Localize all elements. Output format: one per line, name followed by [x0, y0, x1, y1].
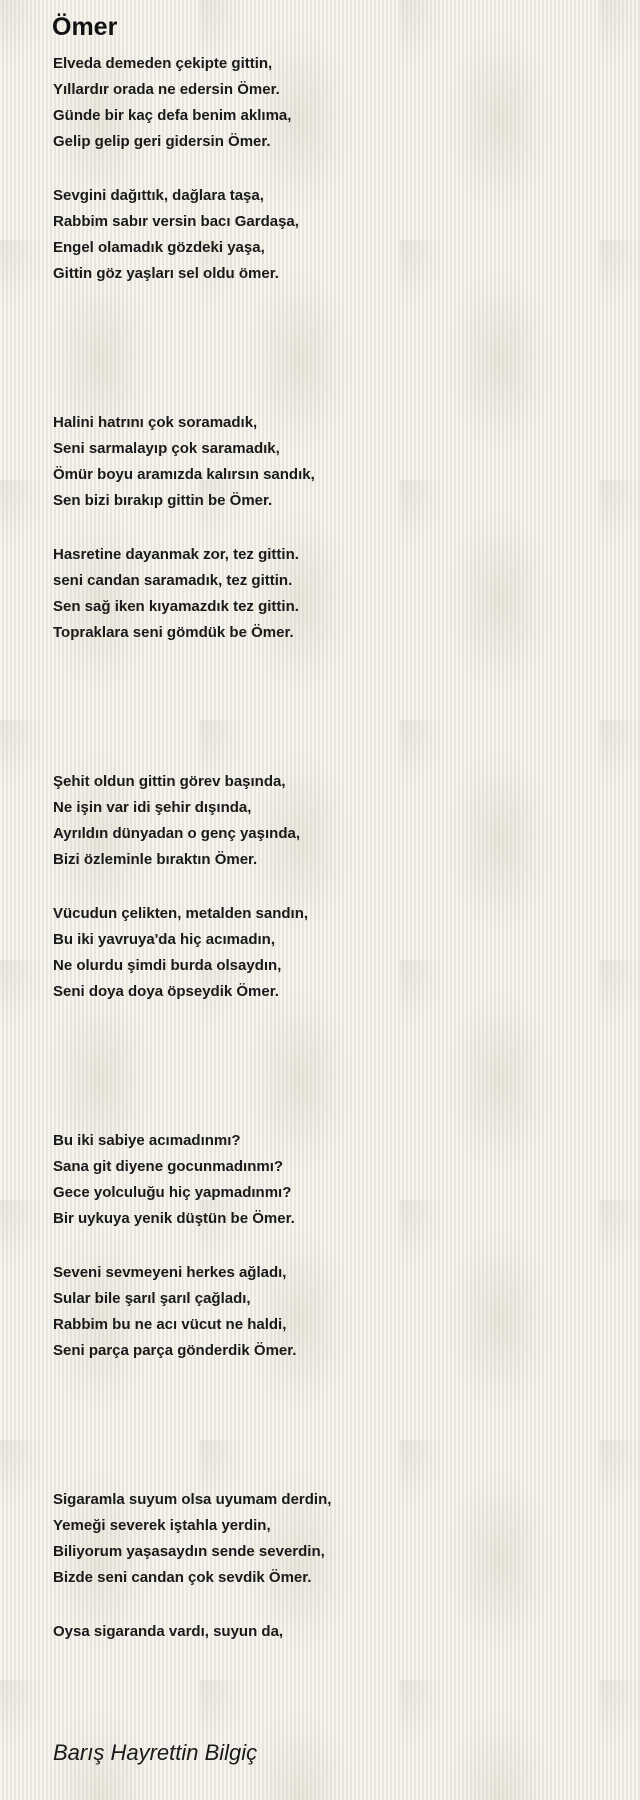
- poem-line: Sigaramla suyum olsa uyumam derdin,: [53, 1491, 332, 1508]
- poem-line: Hasretine dayanmak zor, tez gittin.: [53, 546, 299, 563]
- poem-line: Engel olamadık gözdeki yaşa,: [53, 239, 265, 256]
- poem-line: Sevgini dağıttık, dağlara taşa,: [53, 187, 264, 204]
- poem-line: Seni parça parça gönderdik Ömer.: [53, 1342, 297, 1359]
- poem-line: Seni doya doya öpseydik Ömer.: [53, 983, 279, 1000]
- poem-line: Sen sağ iken kıyamazdık tez gittin.: [53, 598, 299, 615]
- poem-line: Oysa sigaranda vardı, suyun da,: [53, 1623, 284, 1640]
- poem-line: Gittin göz yaşları sel oldu ömer.: [53, 265, 279, 282]
- poem-line: Rabbim sabır versin bacı Gardaşa,: [53, 213, 299, 230]
- poem-line: Yemeği severek iştahla yerdin,: [53, 1517, 271, 1534]
- poem-line: Ne olurdu şimdi burda olsaydın,: [53, 957, 282, 974]
- poem-line: Rabbim bu ne acı vücut ne haldi,: [53, 1316, 287, 1333]
- poem-line: Bizde seni candan çok sevdik Ömer.: [53, 1569, 312, 1586]
- poem-line: Sen bizi bırakıp gittin be Ömer.: [53, 492, 273, 509]
- poem-line: Bizi özleminle bıraktın Ömer.: [53, 851, 258, 868]
- poem-author: Barış Hayrettin Bilgiç: [53, 1740, 258, 1765]
- poem-line: Şehit oldun gittin görev başında,: [53, 773, 286, 790]
- poem-line: Gece yolculuğu hiç yapmadınmı?: [53, 1184, 292, 1201]
- poem-line: Sular bile şarıl şarıl çağladı,: [53, 1290, 251, 1307]
- poem-line: Bu iki yavruya'da hiç acımadın,: [53, 931, 275, 948]
- poem-line: Bir uykuya yenik düştün be Ömer.: [53, 1210, 295, 1227]
- poem-line: Halini hatrını çok soramadık,: [53, 414, 258, 431]
- poem-line: Vücudun çelikten, metalden sandın,: [53, 905, 309, 922]
- poem-line: Yıllardır orada ne edersin Ömer.: [53, 81, 280, 98]
- poem-line: Biliyorum yaşasaydın sende severdin,: [53, 1543, 325, 1560]
- poem-line: seni candan saramadık, tez gittin.: [53, 572, 293, 589]
- poem-line: Seni sarmalayıp çok saramadık,: [53, 440, 280, 457]
- poem-line: Bu iki sabiye acımadınmı?: [53, 1132, 241, 1149]
- poem-line: Günde bir kaç defa benim aklıma,: [53, 107, 292, 124]
- poem-line: Elveda demeden çekipte gittin,: [53, 55, 273, 72]
- poem-line: Topraklara seni gömdük be Ömer.: [53, 624, 294, 641]
- poem-line: Seveni sevmeyeni herkes ağladı,: [53, 1264, 287, 1281]
- poem-line: Ayrıldın dünyadan o genç yaşında,: [53, 825, 300, 842]
- poem-line: Gelip gelip geri gidersin Ömer.: [53, 133, 271, 150]
- poem-line: Sana git diyene gocunmadınmı?: [53, 1158, 284, 1175]
- poem-title: Ömer: [52, 13, 118, 41]
- poem-line: Ömür boyu aramızda kalırsın sandık,: [53, 466, 315, 483]
- poem-line: Ne işin var idi şehir dışında,: [53, 799, 252, 816]
